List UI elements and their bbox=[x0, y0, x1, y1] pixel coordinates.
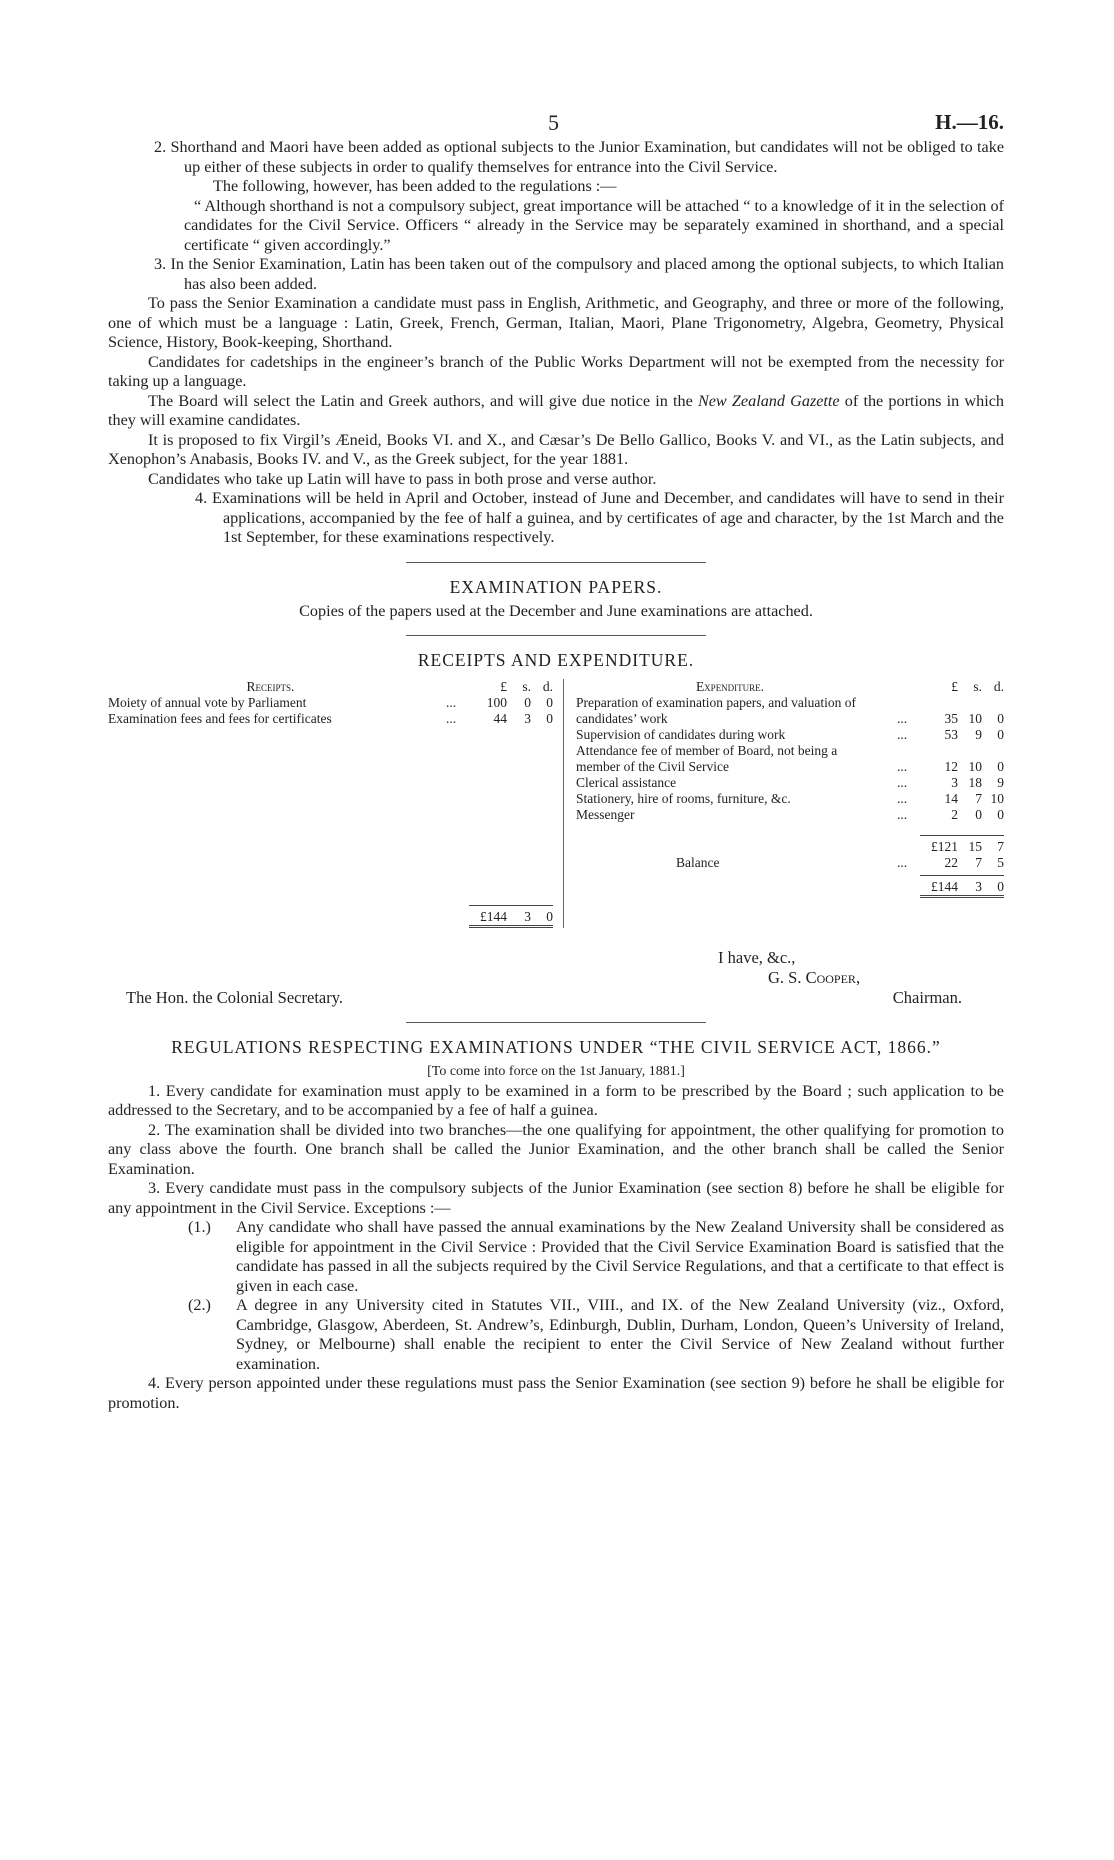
expenditure-row: Stationery, hire of rooms, furniture, &c. ... 14 7 10 bbox=[576, 791, 1004, 806]
page-number: 5 bbox=[548, 110, 559, 135]
regulation-3-exception-2: (2.) A degree in any University cited in Statutes VII., VIII., and IX. of the New Zealand University (viz., Oxford, Cambridge, Glasgow, Aberdeen, St. Andrew’s, Edinburgh, Dublin, Durham, London, Queen’s University of Ireland, Sydney, or Melbourne) shall enable the recipient to enter the Civil Service of New Zealand without further examination. bbox=[188, 1296, 1004, 1373]
para-board-authors: The Board will select the Latin and Greek authors, and will give due notice in the New Zealand Gazette of the portions in which they will examine candidates. bbox=[108, 391, 1004, 429]
accounts-table bbox=[108, 679, 1004, 928]
accounts-title: RECEIPTS AND EXPENDITURE. bbox=[417, 650, 695, 670]
expenditure-row: Preparation of examination papers, and valuation of candidates’ work ... 35 10 0 bbox=[576, 695, 1004, 726]
regulation-1: 1. Every candidate for examination must apply to be examined in a form to be prescribed by the Board ; such application to be addressed to the Secretary, and to be accompanied by a fee of half a guinea. bbox=[108, 1081, 1004, 1119]
document-reference: H.—16. bbox=[935, 110, 1004, 134]
shorthand-quote: “ Although shorthand is not a compulsory subject, great importance will be attached “ to a knowledge of it in the selection of candidates for the Civil Service. Officers “ already in the Service may be separately examined in shorthand, and a special certificate “ given accordingly.” bbox=[184, 196, 1004, 254]
item-3: 3. In the Senior Examination, Latin has been taken out of the compulsory and placed among the optional subjects, to which Italian has also been added. bbox=[154, 255, 1004, 293]
signature-role: Chairman. bbox=[892, 988, 962, 1007]
regulation-3: 3. Every candidate must pass in the compulsory subjects of the Junior Examination (see section 8) before he shall be eligible for any appointment in the Civil Service. Exceptions :— bbox=[108, 1179, 1004, 1217]
regulation-2: 2. The examination shall be divided into two branches—the one qualifying for appointment, the other qualifying for promotion to any class above the fourth. One branch shall be called the Junior Examination, and the other branch shall be called the Senior Examination. bbox=[108, 1120, 1004, 1178]
balance-row: Balance ... 22 7 5 bbox=[676, 855, 1004, 870]
signature-greeting: I have, &c., bbox=[718, 948, 796, 967]
signature-block bbox=[108, 948, 1004, 1008]
regulation-4: 4. Every person appointed under these regulations must pass the Senior Examination (see section 9) before he shall be eligible for promotion. bbox=[108, 1374, 1004, 1412]
signature-name: G. S. Cooper, bbox=[768, 968, 861, 987]
page-header bbox=[108, 108, 1004, 138]
item-2: 2. Shorthand and Maori have been added as optional subjects to the Junior Examination, but candidates will not be obliged to take up either of these subjects in order to qualify themselves for entrance into the Civil Service. bbox=[154, 138, 1005, 176]
divider bbox=[406, 562, 706, 563]
papers-text: Copies of the papers used at the December and June examinations are attached. bbox=[299, 601, 813, 620]
expenditure-row: Clerical assistance ... 3 18 9 bbox=[576, 775, 1004, 790]
expenditure-row: Messenger ... 2 0 0 bbox=[576, 807, 1004, 822]
receipt-row: Moiety of annual vote by Parliament ... 100 0 0 bbox=[108, 695, 553, 710]
expenditure-header: Expenditure. £ s. d. bbox=[695, 679, 1004, 694]
receipts-column bbox=[108, 679, 564, 928]
expenditure-subtotal: £121 15 7 bbox=[576, 835, 1004, 855]
expenditure-row: Supervision of candidates during work ... 53 9 0 bbox=[576, 727, 1004, 742]
receipts-header: Receipts. £ s. d. bbox=[246, 679, 553, 694]
para-cadetships: Candidates for cadetships in the engineer’s branch of the Public Works Department will not be exempted from the necessity for taking up a language. bbox=[108, 352, 1004, 390]
divider bbox=[406, 1022, 706, 1023]
regulations-title: REGULATIONS RESPECTING EXAMINATIONS UNDER “THE CIVIL SERVICE ACT, 1866.” bbox=[171, 1037, 941, 1057]
receipt-row: Examination fees and fees for certificates ... 44 3 0 bbox=[108, 711, 553, 726]
receipts-total: £144 3 0 bbox=[108, 905, 553, 928]
para-senior-pass: To pass the Senior Examination a candidate must pass in English, Arithmetic, and Geography, and three or more of the following, one of which must be a language : Latin, Greek, French, German, Italian, Maori, Plane Trigonometry, Algebra, Geometry, Physical Science, History, Book-keeping, Shorthand. bbox=[108, 294, 1004, 351]
expenditure-total: £144 3 0 bbox=[576, 875, 1004, 898]
papers-title: EXAMINATION PAPERS. bbox=[449, 576, 663, 597]
expenditure-row: Attendance fee of member of Board, not being a member of the Civil Service ... 12 10 0 bbox=[576, 743, 1004, 774]
regulation-3-exception-1: (1.) Any candidate who shall have passed the annual examinations by the New Zealand University shall be considered as eligible for appointment in the Civil Service : Provided that the Civil Service Examination Board is satisfied that the candidate has passed in all the subjects required by the Civil Service Regulations, and that a certificate to that effect is given in each case. bbox=[188, 1218, 1004, 1295]
para-latin: Candidates who take up Latin will have to pass in both prose and verse author. bbox=[148, 469, 657, 488]
expenditure-column bbox=[564, 679, 1004, 928]
item-4: 4. Examinations will be held in April and October, instead of June and December, and candidates will have to send in their applications, accompanied by the fee of half a guinea, and by certificates of age and character, by the 1st March and the 1st September, for these examinations respectively. bbox=[195, 489, 1004, 546]
addressee: The Hon. the Colonial Secretary. bbox=[126, 988, 344, 1007]
item-2-follow: The following, however, has been added to the regulations :— bbox=[213, 177, 617, 195]
para-virgil: It is proposed to fix Virgil’s Æneid, Books VI. and X., and Cæsar’s De Bello Gallico, Books V. and VI., as the Latin subjects, and Xenophon’s Anabasis, Books IV. and V., as the Greek subject, for the year 1881. bbox=[108, 430, 1004, 468]
regulations-note: [To come into force on the 1st January, 1881.] bbox=[427, 1064, 685, 1079]
divider bbox=[406, 635, 706, 636]
